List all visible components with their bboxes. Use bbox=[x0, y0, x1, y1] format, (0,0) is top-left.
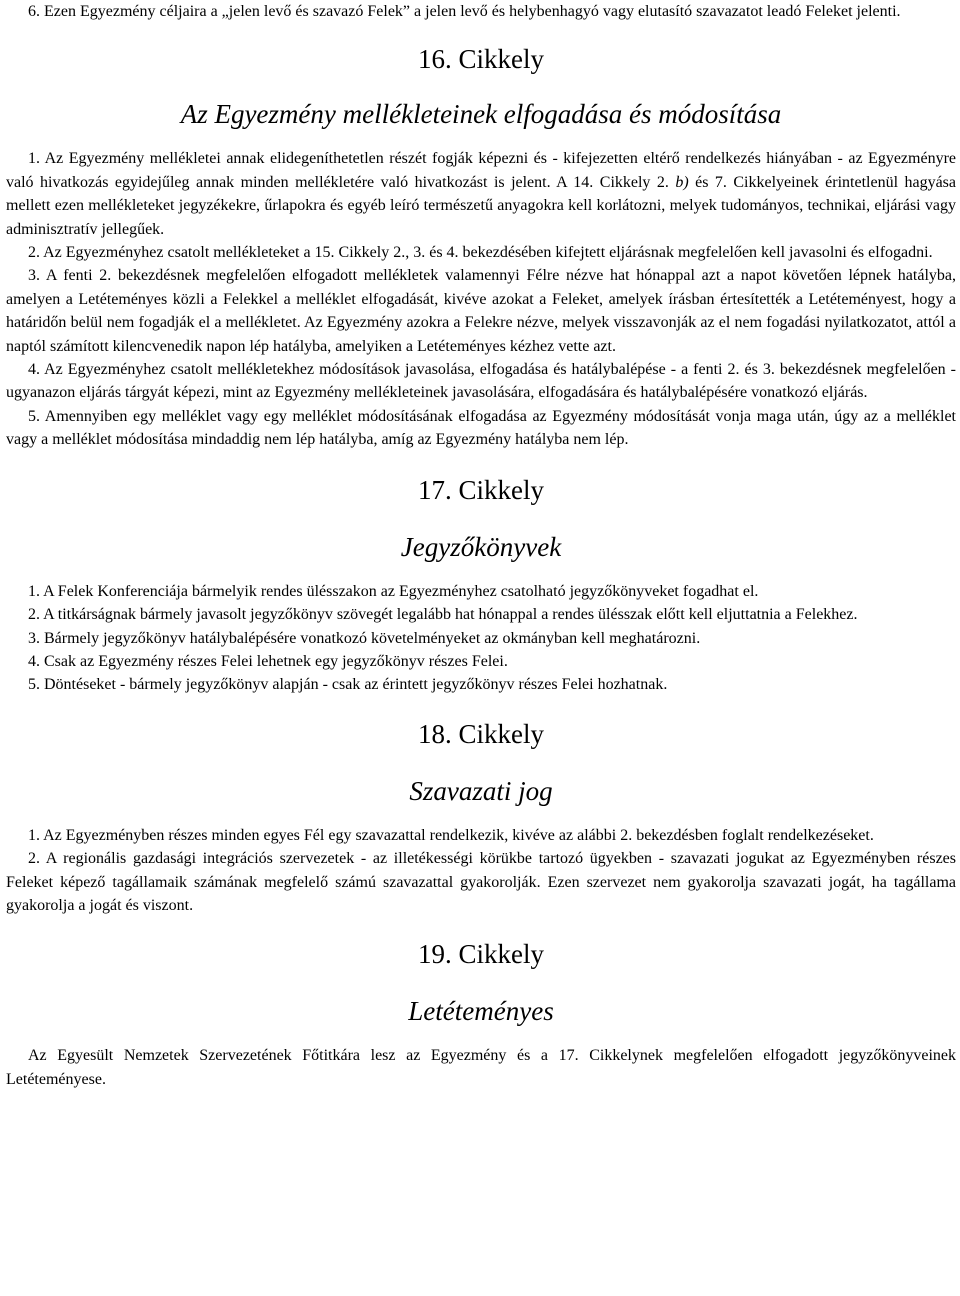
article-19-heading: 19. Cikkely bbox=[418, 939, 544, 970]
article-17-paragraph-4: 4. Csak az Egyezmény részes Felei lehetnek egy jegyzőkönyv részes Felei. bbox=[28, 652, 508, 670]
article-17-paragraph-3: 3. Bármely jegyzőkönyv hatálybalépésére vonatkozó követelményeket az okmányban kell meghatározni. bbox=[28, 629, 701, 647]
article-17-title: Jegyzőkönyvek bbox=[400, 531, 562, 562]
article-16-paragraph-4: 4. Az Egyezményhez csatolt mellékletekhez módosítások javasolása, elfogadása és hatálybalépése - a fenti 2. és 3. bekezdésnek megfelelően - ugyanazon eljárás tárgyát képezi, mint az Egyezmény mellékleteinek javasolására, elfogadására és hatálybalépésére vonatkozó eljárás. bbox=[6, 361, 956, 402]
article-16-paragraph-1: 1. Az Egyezmény mellékletei annak elidegeníthetetlen részét fogják képezni és - kifejezetten eltérő rendelkezés hiányában - az Egyezményre való hivatkozás egyidejűleg annak minden mellékletére való hivatkozást is jelent. A 14. Cikkely 2. b) és 7. Cikkelyeinek érintetlenül hagyása mellett ezen mellékleteket jegyzékekre, űrlapokra és egyéb leíró természetű anyagokra kell korlátozni, melyek tudományos, technikai, eljárási vagy adminisztratív jellegűek. bbox=[6, 150, 957, 238]
article-16-paragraph-3: 3. A fenti 2. bekezdésnek megfelelően elfogadott mellékletek valamennyi Félre nézve hat hónappal azt a napot követően lépnek hatályba, amelyen a Letéteményes közli a Felekkel a melléklet elfogadását, kivéve azokat a Feleket, amelyek írásban értesítették a Letéteményest, hogy a határidőn belül nem fogadják el a mellékletet. Az Egyezmény azokra a Felekre nézve, melyek visszavonják az el nem fogadási nyilatkozatot, attól a naptól számított kilencvenedik napon lép hatályba, amelyiken a Letéteményes kézhez vette azt. bbox=[6, 267, 956, 355]
article-18-paragraph-2: 2. A regionális gazdasági integrációs szervezetek - az illetékességi körükbe tartozó ügyekben - szavazati jogukat az Egyezményben részes Feleket képező tagállamaik számának megfelelő számú szavazattal gyakorolják. Ezen szervezet nem gyakorolja szavazati jogát, ha tagállama gyakorolja a jogát és viszont. bbox=[6, 850, 956, 914]
document-page bbox=[6, 0, 956, 1091]
article-19-paragraph-1: Az Egyesült Nemzetek Szervezetének Főtitkára lesz az Egyezmény és a 17. Cikkelynek megfelelően elfogadott jegyzőkönyveinek Letéteményese. bbox=[6, 1047, 956, 1088]
article-18-paragraph-1: 1. Az Egyezményben részes minden egyes Fél egy szavazattal rendelkezik, kivéve az alábbi 2. bekezdésben foglalt rendelkezéseket. bbox=[28, 826, 874, 844]
article-18-heading: 18. Cikkely bbox=[418, 718, 544, 749]
paragraph-6: 6. Ezen Egyezmény céljaira a „jelen levő és szavazó Felek” a jelen levő és helybenhagyó vagy elutasító szavazatot leadó Feleket jelenti. bbox=[28, 3, 901, 20]
article-16-title: Az Egyezmény mellékleteinek elfogadása és módosítása bbox=[180, 99, 782, 130]
article-17-heading: 17. Cikkely bbox=[418, 474, 544, 505]
article-16-paragraph-2: 2. Az Egyezményhez csatolt mellékleteket a 15. Cikkely 2., 3. és 4. bekezdésében kifejtett eljárásnak megfelelően kell javasolni és elfogadni. bbox=[28, 244, 933, 262]
article-18-title: Szavazati jog bbox=[409, 775, 553, 806]
article-17-paragraph-2: 2. A titkárságnak bármely javasolt jegyzőkönyv szövegét legalább hat hónappal a rendes ülésszak előtt kell eljuttatnia a Felekhez. bbox=[28, 606, 858, 624]
article-17-paragraph-1: 1. A Felek Konferenciája bármelyik rendes ülésszakon az Egyezményhez csatolható jegyzőkönyveket fogadhat el. bbox=[28, 582, 759, 600]
article-16-heading: 16. Cikkely bbox=[418, 44, 544, 75]
article-16-paragraph-5: 5. Amennyiben egy melléklet vagy egy melléklet módosításának elfogadása az Egyezmény módosítását vonja maga után, úgy az a melléklet vagy a melléklet módosítása mindaddig nem lép hatályba, amíg az Egyezmény hatályba nem lép. bbox=[6, 407, 956, 449]
article-17-paragraph-5: 5. Döntéseket - bármely jegyzőkönyv alapján - csak az érintett jegyzőkönyv részes Felei hozhatnak. bbox=[28, 676, 668, 694]
article-19-title: Letéteményes bbox=[408, 996, 554, 1027]
